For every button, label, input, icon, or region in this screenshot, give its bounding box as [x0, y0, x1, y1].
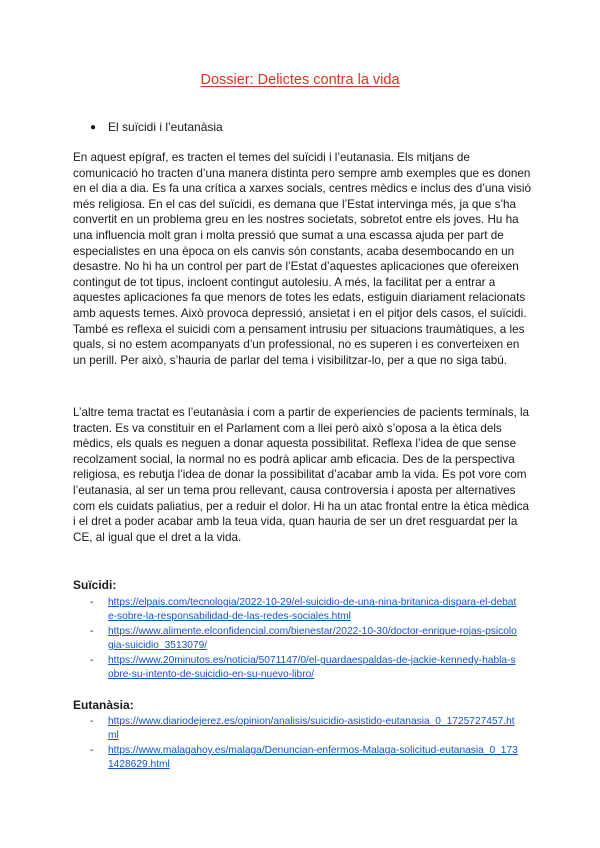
topic-bullet-text: El suïcidi i l’eutanàsia: [108, 120, 223, 134]
source-link[interactable]: https://www.malagahoy.es/malaga/Denuncian-enfermos-Malaga-solicitud-eutanasia_0_1731428629.html: [108, 745, 518, 770]
list-item: [90, 715, 520, 742]
dash-icon: -: [90, 655, 94, 667]
list-item: [90, 596, 520, 623]
paragraph-text: En aquest epígraf, es tracten el temes del suïcidi i l’eutanasia. Els mitjans de comunicació ho tracten d’una manera distinta pero sempre amb exemples que es donen en el dia a dia. Es fa una crítica a xarxes socials, centres mèdics e inclus des d’una visió més religiosa. En el cas del suïcidi, es demana que l’Estat intervinga més, ja que s’ha convertit en un problema greu en les nostres societats, sobretot entre els joves. Hu ha una influencia molt gran i molta pressió que sumat a una escassa ajuda per part de especialistes en una època on els canvis són constants, acaba desembocando en un desastre. No hi ha un control per part de l’Estat d’aquestes aplicaciones que ofereixen contingut de tot tipus, incloent contingut autolesiu. A més, la facilitat per a entrar a aquestes aplicaciones fa que menors de totes les edats, estiguin diariament relacionats amb aquests temes. Això provoca depressió, ansietat i en el pitjor dels casos, el suïcidi. També es reflexa el suicidi com a pensament intrusiu per situacions traumàtiques, a les quals, si no estem acompanyats d’un professional, no es superen i es converteixen en un perill. Per això, s’hauria de parlar del tema i visibilitzar-lo, per a que no siga tabú.: [73, 151, 531, 367]
paragraph-eutanasia: [73, 405, 533, 545]
document-title: Dossier: Delictes contra la vida: [200, 72, 400, 88]
link-list-eutanasia: [90, 715, 520, 773]
topic-bullet-item: [90, 120, 223, 134]
dash-icon: -: [90, 626, 94, 638]
source-link[interactable]: https://elpais.com/tecnologia/2022-10-29/el-suicidio-de-una-nina-britanica-dispara-el-debate-sobre-la-responsabilidad-de-las-redes-sociales.html: [108, 597, 517, 622]
link-list-suicidi: [90, 596, 520, 684]
dash-icon: -: [90, 716, 94, 727]
paragraph-suicidi: [73, 150, 533, 368]
bullet-icon: ●: [90, 121, 97, 133]
list-item: [90, 625, 520, 652]
section-heading-suicidi: Suïcidi:: [73, 578, 117, 592]
paragraph-text: L’altre tema tractat es l’eutanàsia i com a partir de experiencies de pacients terminals, la tracten. Es va constituir en el Parlament com a llei però això s’oposa a la ètica dels mèdics, els quals es neguen a donar aquesta possibilitat. Reflexa l’idea de que sense recolzament social, la normal no es podrà aplicar amb eficacia. Des de la perspectiva religiosa, es rebutja l’idea de donar la possibilitat d’acabar amb la vida. Es pot vore com l’eutanasia, al ser un tema prou rellevant, causa controversia i aposta per alternatives com els cuidats paliatius, per a reduir el dolor. Hi ha un atac frontal entre la ètica mèdica i el dret a poder acabar amb la teua vida, quan hauria de ser un dret resguardat per la CE, al igual que el dret a la vida.: [73, 406, 530, 544]
dash-icon: -: [90, 745, 94, 757]
list-item: [90, 744, 520, 771]
source-link[interactable]: https://www.alimente.elconfidencial.com/bienestar/2022-10-30/doctor-enrique-rojas-psicologia-suicidio_3513079/: [108, 626, 517, 651]
dash-icon: -: [90, 597, 94, 608]
list-item: [90, 654, 520, 681]
source-link[interactable]: https://www.20minutos.es/noticia/5071147/0/el-guardaespaldas-de-jackie-kennedy-habla-sobre-su-intento-de-suicidio-en-su-nuevo-libro/: [108, 655, 516, 680]
section-heading-eutanasia: Eutanàsia:: [73, 698, 134, 712]
source-link[interactable]: https://www.diariodejerez.es/opinion/analisis/suicidio-asistido-eutanasia_0_1725727457.html: [108, 716, 515, 741]
